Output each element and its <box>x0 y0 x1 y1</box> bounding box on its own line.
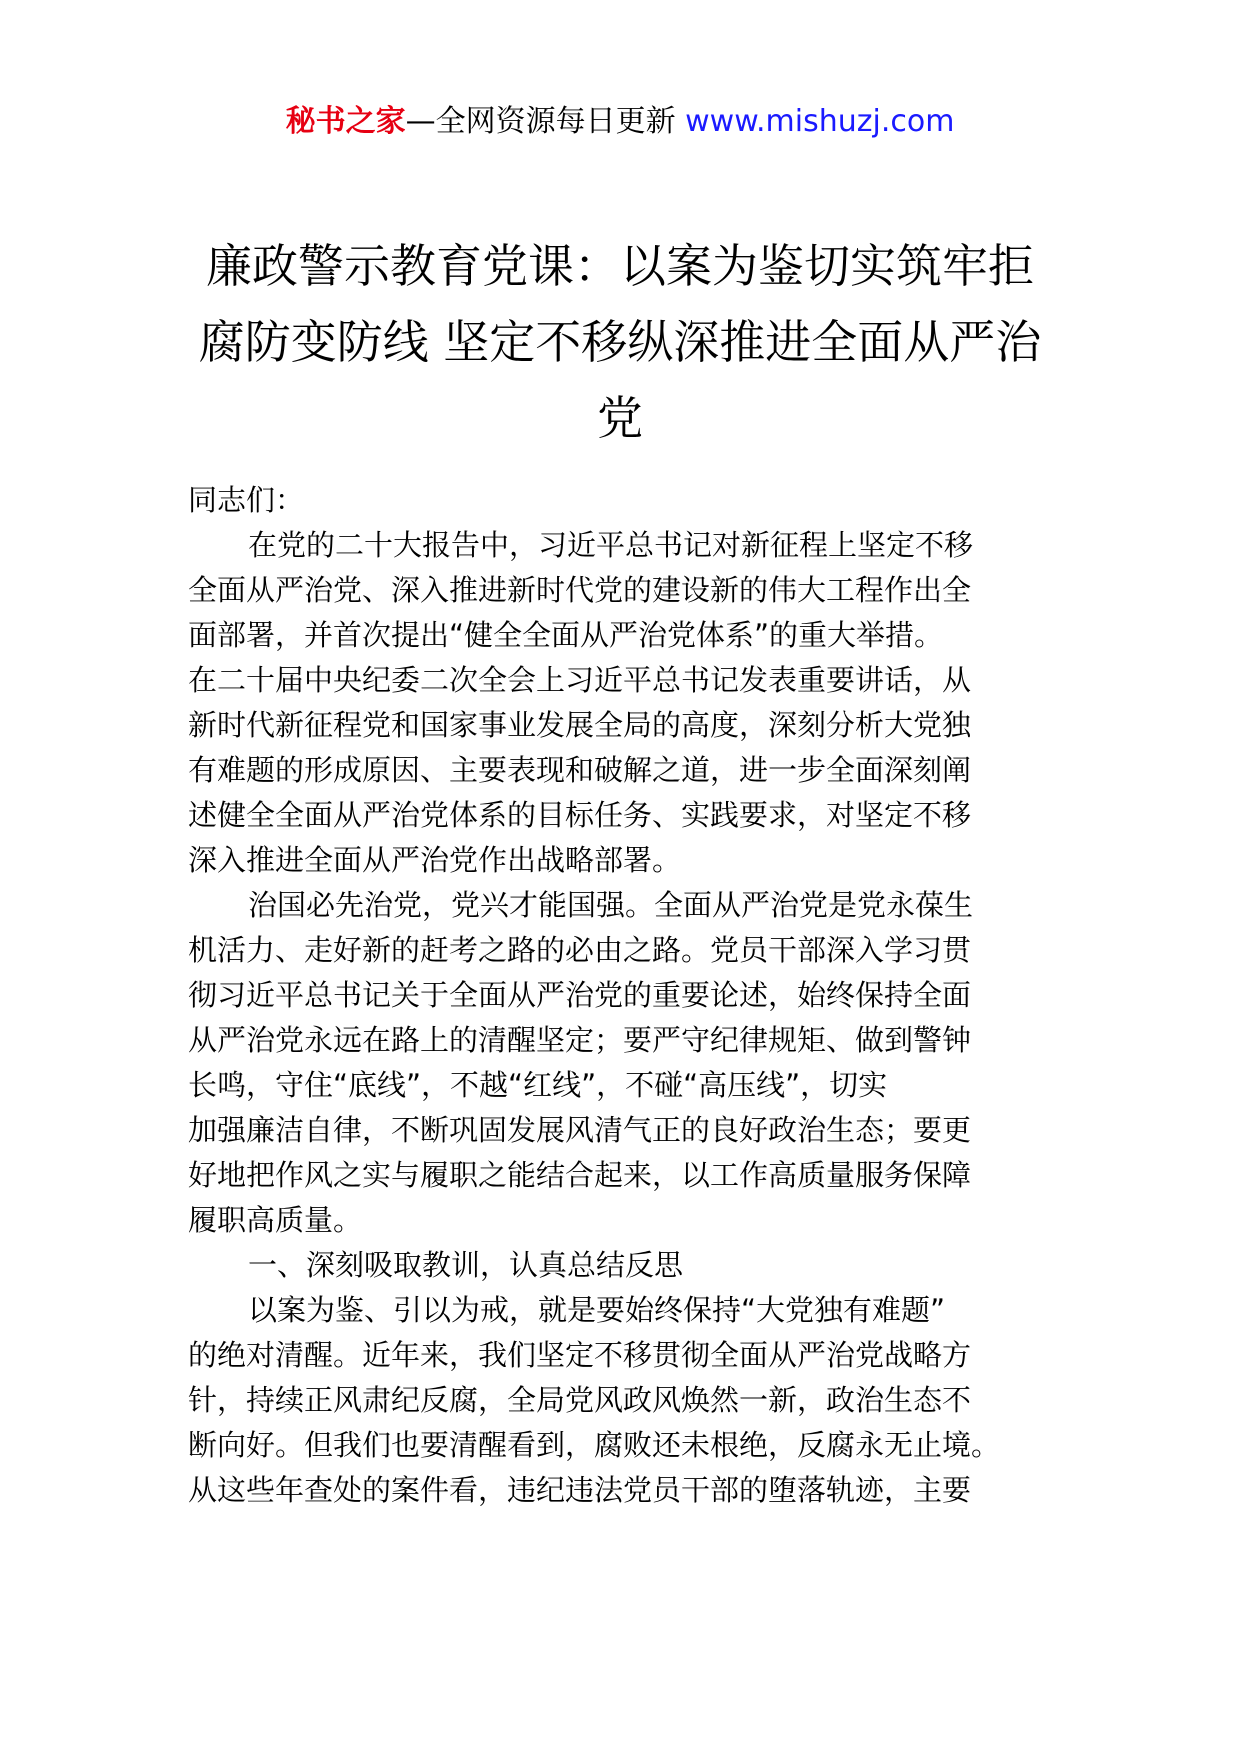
paragraph-line: 治国必先治党，党兴才能国强。全面从严治党是党永葆生 <box>248 888 974 922</box>
paragraph-line: 述健全全面从严治党体系的目标任务、实践要求，对坚定不移 <box>188 798 972 832</box>
paragraph-line: 全面从严治党、深入推进新时代党的建设新的伟大工程作出全 <box>188 573 972 607</box>
paragraph-line: 在二十届中央纪委二次全会上习近平总书记发表重要讲话，从 <box>188 663 972 697</box>
paragraph-1 <box>188 523 1068 883</box>
paragraph-line: 断向好。但我们也要清醒看到，腐败还未根绝，反腐永无止境。 <box>188 1428 1001 1462</box>
site-url-link[interactable]: www.mishuzj.com <box>685 104 955 139</box>
paragraph-3 <box>188 1288 1068 1513</box>
section-heading-1 <box>188 1243 1068 1288</box>
paragraph-line: 机活力、走好新的赶考之路的必由之路。党员干部深入学习贯 <box>188 933 972 967</box>
salutation <box>188 478 1068 523</box>
paragraph-line: 从严治党永远在路上的清醒坚定；要严守纪律规矩、做到警钟 <box>188 1023 972 1057</box>
section-heading-text: 一、深刻吸取教训，认真总结反思 <box>248 1248 684 1282</box>
paragraph-line: 加强廉洁自律，不断巩固发展风清气正的良好政治生态；要更 <box>188 1113 972 1147</box>
site-brand: 秘书之家 <box>285 104 406 139</box>
paragraph-line: 从这些年查处的案件看，违纪违法党员干部的堕落轨迹，主要 <box>188 1473 972 1507</box>
site-tagline: —全网资源每日更新 <box>405 104 676 139</box>
salutation-text: 同志们： <box>188 483 305 517</box>
paragraph-line: 面部署，并首次提出“健全全面从严治党体系”的重大举措。 <box>188 618 944 652</box>
title-line: 廉政警示教育党课：以案为鉴切实筑牢拒 <box>206 239 1034 293</box>
document-title <box>180 228 1060 456</box>
title-line: 腐防变防线 坚定不移纵深推进全面从严治 <box>198 315 1042 369</box>
paragraph-line: 履职高质量。 <box>188 1203 363 1237</box>
paragraph-2 <box>188 883 1068 1243</box>
paragraph-line: 在党的二十大报告中，习近平总书记对新征程上坚定不移 <box>248 528 974 562</box>
title-line: 党 <box>597 391 643 445</box>
paragraph-line: 新时代新征程党和国家事业发展全局的高度，深刻分析大党独 <box>188 708 972 742</box>
document-body <box>188 478 1068 1513</box>
site-header <box>0 100 1240 144</box>
paragraph-line: 长鸣，守住“底线”，不越“红线”，不碰“高压线”，切实 <box>188 1068 888 1102</box>
paragraph-line: 有难题的形成原因、主要表现和破解之道，进一步全面深刻阐 <box>188 753 972 787</box>
paragraph-line: 好地把作风之实与履职之能结合起来，以工作高质量服务保障 <box>188 1158 972 1192</box>
paragraph-line: 针，持续正风肃纪反腐，全局党风政风焕然一新，政治生态不 <box>188 1383 972 1417</box>
paragraph-line: 深入推进全面从严治党作出战略部署。 <box>188 843 682 877</box>
paragraph-line: 的绝对清醒。近年来，我们坚定不移贯彻全面从严治党战略方 <box>188 1338 972 1372</box>
paragraph-line: 彻习近平总书记关于全面从严治党的重要论述，始终保持全面 <box>188 978 972 1012</box>
paragraph-line: 以案为鉴、引以为戒，就是要始终保持“大党独有难题” <box>248 1293 946 1327</box>
